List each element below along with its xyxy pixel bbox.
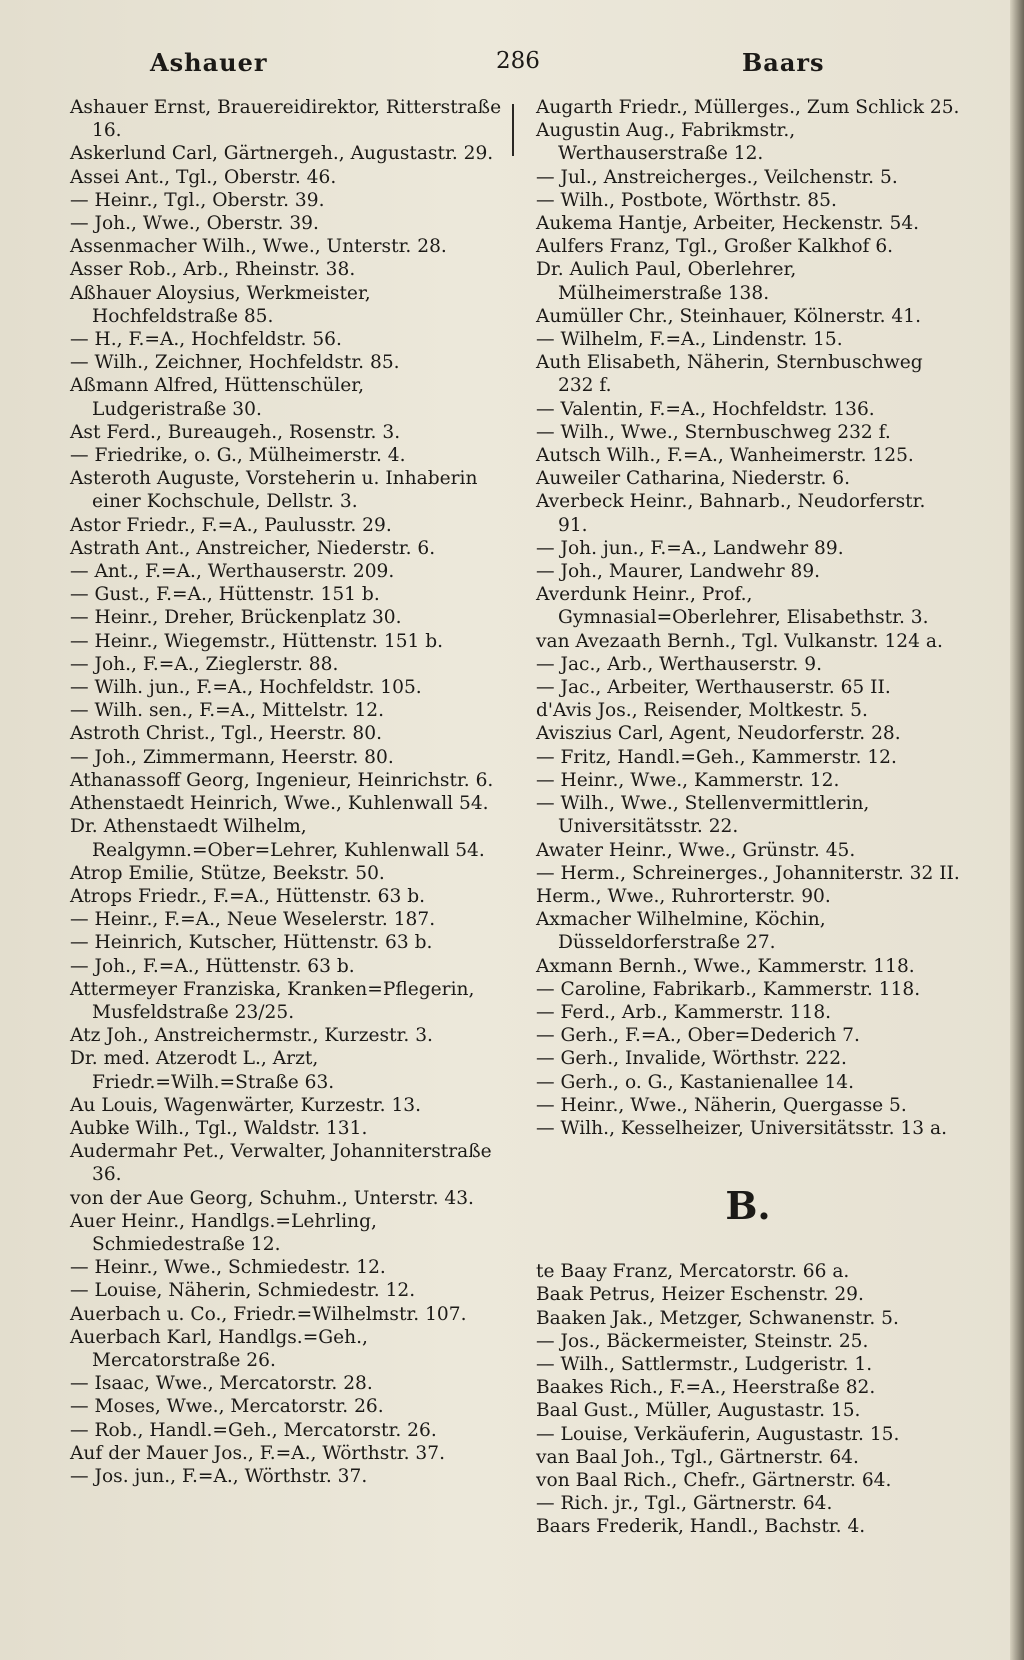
directory-entry: Aulfers Franz, Tgl., Großer Kalkhof 6. [536, 236, 894, 258]
directory-entry: Audermahr Pet., Verwalter, Johanniterstraße 36. [70, 1141, 492, 1186]
directory-entry: — Wilh. sen., F.=A., Mittelstr. 12. [70, 700, 385, 722]
directory-entry: — Wilhelm, F.=A., Lindenstr. 15. [536, 329, 843, 351]
directory-entry: — Heinr., Dreher, Brückenplatz 30. [70, 607, 402, 629]
column-divider [512, 104, 514, 156]
page-number: 286 [496, 48, 540, 74]
directory-entry: — Wilh., Sattlermstr., Ludgeristr. 1. [536, 1353, 873, 1375]
directory-entry: — Herm., Schreinerges., Johanniterstr. 32 II. [536, 862, 960, 884]
left-column [70, 96, 502, 1488]
directory-entry: Assenmacher Wilh., Wwe., Unterstr. 28. [70, 236, 447, 258]
directory-entry: — Friedrike, o. G., Mülheimerstr. 4. [70, 445, 406, 467]
directory-entry: Asteroth Auguste, Vorsteherin u. Inhaberin einer Kochschule, Dellstr. 3. [70, 468, 478, 513]
directory-entry: Aukema Hantje, Arbeiter, Heckenstr. 54. [536, 213, 920, 235]
directory-entry: — Wilh., Wwe., Stellenvermittlerin, Universitätsstr. 22. [536, 793, 870, 838]
directory-entry: Averbeck Heinr., Bahnarb., Neudorferstr. 91. [536, 491, 926, 536]
directory-entry: — Valentin, F.=A., Hochfeldstr. 136. [536, 398, 875, 420]
directory-entry: — Wilh., Zeichner, Hochfeldstr. 85. [70, 352, 400, 374]
directory-entry: Dr. Aulich Paul, Oberlehrer, Mülheimerstraße 138. [536, 259, 797, 304]
right-column [536, 96, 960, 1539]
directory-entry: — Moses, Wwe., Mercatorstr. 26. [70, 1396, 384, 1418]
directory-entry: Axmacher Wilhelmine, Köchin, Düsseldorferstraße 27. [536, 909, 826, 954]
directory-entry: Averdunk Heinr., Prof., Gymnasial=Oberlehrer, Elisabethstr. 3. [536, 584, 929, 629]
header-first-name: Ashauer [150, 48, 268, 77]
directory-entry: — Rob., Handl.=Geh., Mercatorstr. 26. [70, 1419, 437, 1441]
directory-entry: — Gerh., F.=A., Ober=Dederich 7. [536, 1025, 860, 1047]
directory-entry: — Heinr., Tgl., Oberstr. 39. [70, 189, 325, 211]
directory-entry: Astroth Christ., Tgl., Heerstr. 80. [70, 723, 383, 745]
directory-entry: — Heinr., Wiegemstr., Hüttenstr. 151 b. [70, 630, 444, 652]
directory-entry: — Wilh. jun., F.=A., Hochfeldstr. 105. [70, 677, 422, 699]
directory-entry: — Gerh., o. G., Kastanienallee 14. [536, 1071, 855, 1093]
directory-entry: — Rich. jr., Tgl., Gärtnerstr. 64. [536, 1493, 833, 1515]
directory-entry: Baaken Jak., Metzger, Schwanenstr. 5. [536, 1307, 899, 1329]
directory-entry: Atrop Emilie, Stütze, Beekstr. 50. [70, 862, 385, 884]
directory-entry: Atrops Friedr., F.=A., Hüttenstr. 63 b. [70, 885, 426, 907]
directory-entry: — Wilh., Kesselheizer, Universitätsstr. 13 a. [536, 1117, 948, 1139]
directory-entry: Dr. med. Atzerodt L., Arzt, Friedr.=Wilh.=Straße 63. [70, 1048, 335, 1093]
directory-entry: Baak Petrus, Heizer Eschenstr. 29. [536, 1284, 864, 1306]
directory-entry: Autsch Wilh., F.=A., Wanheimerstr. 125. [536, 445, 914, 467]
directory-entry: Aviszius Carl, Agent, Neudorferstr. 28. [536, 723, 901, 745]
directory-entry: Aßhauer Aloysius, Werkmeister, Hochfeldstraße 85. [70, 282, 371, 327]
directory-entry: — Joh., F.=A., Hüttenstr. 63 b. [70, 955, 355, 977]
directory-entry: — Louise, Verkäuferin, Augustastr. 15. [536, 1423, 900, 1445]
directory-entry: Astrath Ant., Anstreicher, Niederstr. 6. [70, 537, 436, 559]
directory-entry: — Heinr., Wwe., Schmiedestr. 12. [70, 1257, 386, 1279]
directory-entry: — Jac., Arb., Werthauserstr. 9. [536, 653, 822, 675]
directory-entry: Awater Heinr., Wwe., Grünstr. 45. [536, 839, 856, 861]
directory-entry: Auer Heinr., Handlgs.=Lehrling, Schmiedestraße 12. [70, 1210, 377, 1255]
directory-entry: Auweiler Catharina, Niederstr. 6. [536, 468, 851, 490]
directory-entry: Astor Friedr., F.=A., Paulusstr. 29. [70, 514, 392, 536]
directory-entry: Aßmann Alfred, Hüttenschüler, Ludgeristraße 30. [70, 375, 365, 420]
directory-entry: te Baay Franz, Mercatorstr. 66 a. [536, 1261, 850, 1283]
directory-entry: — Joh., Maurer, Landwehr 89. [536, 561, 821, 583]
directory-entry: — Wilh., Wwe., Sternbuschweg 232 f. [536, 421, 891, 443]
right-column-top-entries [536, 96, 960, 1140]
directory-entry: — Gust., F.=A., Hüttenstr. 151 b. [70, 584, 380, 606]
directory-entry: Ashauer Ernst, Brauereidirektor, Ritterstraße 16. [70, 97, 502, 142]
directory-entry: Auerbach u. Co., Friedr.=Wilhelmstr. 107. [70, 1303, 467, 1325]
page-edge-shadow [1010, 0, 1024, 1660]
directory-entry: Axmann Bernh., Wwe., Kammerstr. 118. [536, 955, 915, 977]
header-last-name: Baars [742, 48, 825, 77]
directory-entry: Auth Elisabeth, Näherin, Sternbuschweg 232 f. [536, 352, 923, 397]
directory-entry: — Heinr., F.=A., Neue Weselerstr. 187. [70, 909, 436, 931]
directory-entry: van Baal Joh., Tgl., Gärtnerstr. 64. [536, 1446, 859, 1468]
right-column-bottom-entries [536, 1260, 960, 1538]
directory-entry: — Wilh., Postbote, Wörthstr. 85. [536, 189, 837, 211]
directory-entry: — Jos., Bäckermeister, Steinstr. 25. [536, 1330, 869, 1352]
directory-entry: Auf der Mauer Jos., F.=A., Wörthstr. 37. [70, 1442, 446, 1464]
directory-entry: Baakes Rich., F.=A., Heerstraße 82. [536, 1377, 876, 1399]
directory-entry: Ast Ferd., Bureaugeh., Rosenstr. 3. [70, 421, 401, 443]
directory-entry: — Joh., F.=A., Zieglerstr. 88. [70, 653, 339, 675]
directory-entry: Augarth Friedr., Müllerges., Zum Schlick 25. [536, 97, 960, 118]
directory-entry: — Caroline, Fabrikarb., Kammerstr. 118. [536, 978, 921, 1000]
directory-entry: Auerbach Karl, Handlgs.=Geh., Mercatorstraße 26. [70, 1326, 368, 1371]
directory-entry: d'Avis Jos., Reisender, Moltkestr. 5. [536, 700, 868, 722]
directory-entry: — Joh., Zimmermann, Heerstr. 80. [70, 746, 394, 768]
directory-entry: Dr. Athenstaedt Wilhelm, Realgymn.=Ober=Lehrer, Kuhlenwall 54. [70, 816, 485, 861]
directory-entry: Augustin Aug., Fabrikmstr., Werthauserstraße 12. [536, 120, 796, 165]
directory-entry: Au Louis, Wagenwärter, Kurzestr. 13. [70, 1094, 422, 1116]
directory-entry: — Ferd., Arb., Kammerstr. 118. [536, 1001, 832, 1023]
directory-entry: Athenstaedt Heinrich, Wwe., Kuhlenwall 54. [70, 793, 489, 815]
directory-entry: — Gerh., Invalide, Wörthstr. 222. [536, 1048, 847, 1070]
directory-entry: Attermeyer Franziska, Kranken=Pflegerin, Musfeldstraße 23/25. [70, 978, 475, 1023]
directory-entry: Athanassoff Georg, Ingenieur, Heinrichstr. 6. [70, 769, 494, 791]
directory-entry: von der Aue Georg, Schuhm., Unterstr. 43. [70, 1187, 474, 1209]
directory-entry: Baars Frederik, Handl., Bachstr. 4. [536, 1516, 866, 1538]
directory-entry: Askerlund Carl, Gärtnergeh., Augustastr. 29. [70, 143, 494, 165]
directory-entry: — Joh. jun., F.=A., Landwehr 89. [536, 537, 844, 559]
directory-entry: — Heinr., Wwe., Kammerstr. 12. [536, 769, 840, 791]
section-letter-b: B. [725, 1183, 771, 1229]
directory-entry: — Isaac, Wwe., Mercatorstr. 28. [70, 1373, 373, 1395]
directory-entry: Asser Rob., Arb., Rheinstr. 38. [70, 259, 356, 281]
directory-entry: — Ant., F.=A., Werthauserstr. 209. [70, 561, 395, 583]
directory-entry: — H., F.=A., Hochfeldstr. 56. [70, 329, 342, 351]
directory-entry: — Jos. jun., F.=A., Wörthstr. 37. [70, 1465, 368, 1487]
directory-entry: Aubke Wilh., Tgl., Waldstr. 131. [70, 1117, 368, 1139]
directory-entry: — Joh., Wwe., Oberstr. 39. [70, 213, 319, 235]
directory-entry: — Jul., Anstreicherges., Veilchenstr. 5. [536, 166, 898, 188]
directory-entry: van Avezaath Bernh., Tgl. Vulkanstr. 124 a. [536, 630, 943, 652]
directory-entry: — Louise, Näherin, Schmiedestr. 12. [70, 1280, 416, 1302]
directory-entry: Assei Ant., Tgl., Oberstr. 46. [70, 166, 337, 188]
directory-entry: — Heinr., Wwe., Näherin, Quergasse 5. [536, 1094, 907, 1116]
page-header [0, 48, 1010, 82]
directory-entry: — Heinrich, Kutscher, Hüttenstr. 63 b. [70, 932, 433, 954]
directory-entry: Baal Gust., Müller, Augustastr. 15. [536, 1400, 861, 1422]
directory-entry: — Fritz, Handl.=Geh., Kammerstr. 12. [536, 746, 897, 768]
directory-entry: Atz Joh., Anstreichermstr., Kurzestr. 3. [70, 1025, 433, 1047]
directory-entry: Aumüller Chr., Steinhauer, Kölnerstr. 41. [536, 305, 921, 327]
directory-entry: von Baal Rich., Chefr., Gärtnerstr. 64. [536, 1469, 892, 1491]
directory-entry: Herm., Wwe., Ruhrorterstr. 90. [536, 885, 831, 907]
directory-entry: — Jac., Arbeiter, Werthauserstr. 65 II. [536, 677, 891, 699]
